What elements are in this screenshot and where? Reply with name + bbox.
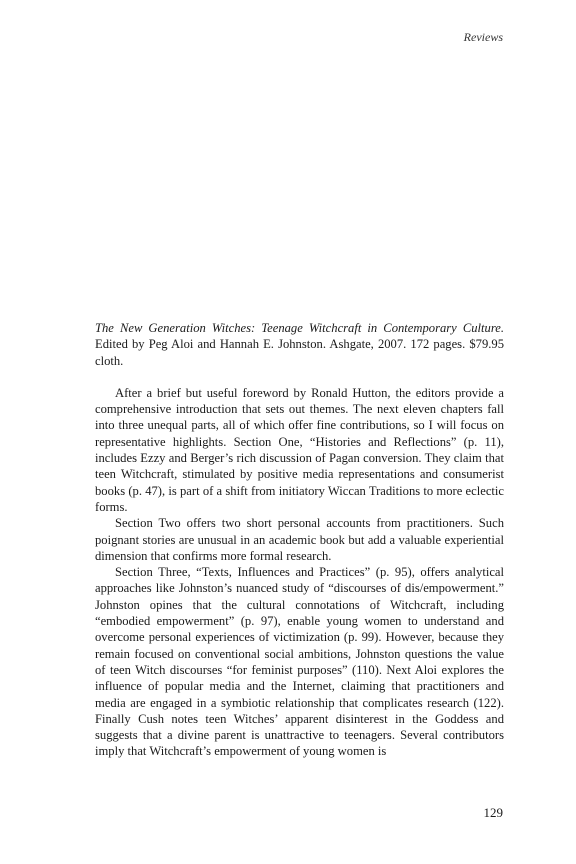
page-number: 129 — [483, 805, 503, 820]
review-paragraph-2: Section Two offers two short personal accounts from practitioners. Such poignant stories are unusual in an academic book but add a valuable experiential dimension that confirms more formal research. — [95, 516, 504, 563]
review-paragraph-1: After a brief but useful foreword by Ronald Hutton, the editors provide a comprehensive introduction that sets out themes. The next eleven chapters fall into three unequal parts, all of which offer fine contributions, so I will focus on representative highlights. Section One, “Histories and Reflections” (p. 11), includes Ezzy and Berger’s rich discussion of Pagan conversion. They claim that teen Witchcraft, stimulated by positive media representations and consumerist books (p. 47), is part of a shift from initiatory Wiccan Traditions to more eclectic forms. — [95, 385, 504, 514]
review-paragraph-3: Section Three, “Texts, Influences and Practices” (p. 95), offers analytical approaches like Johnston’s nuanced study of “discourses of dis/empowerment.” Johnston opines that the cultural connotations of Witchcraft, including “embodied empowerment” (p. 97), enable young women to understand and overcome personal experiences of victimization (p. 99). However, because they remain focused on conventional social ambitions, Johnston questions the value of teen Witch discourses “for feminist purposes” (110). Next Aloi explores the influence of popular media and the Internet, claiming that practitioners and media are engaged in a symbiotic relationship that complicates research (122). Finally Cush notes teen Witches’ apparent disinterest in the Goddess and suggests that a divine parent is unattractive to teenagers. Several contributors imply that Witchcraft’s empowerment of young women is — [95, 565, 504, 759]
book-title: The New Generation Witches: Teenage Witchcraft in Contemporary Culture. — [95, 321, 504, 335]
running-head: Reviews — [463, 30, 503, 44]
book-details: Edited by Peg Aloi and Hannah E. Johnston. Ashgate, 2007. 172 pages. $79.95 cloth. — [95, 337, 504, 368]
book-citation — [95, 320, 504, 369]
book-review — [95, 320, 504, 760]
